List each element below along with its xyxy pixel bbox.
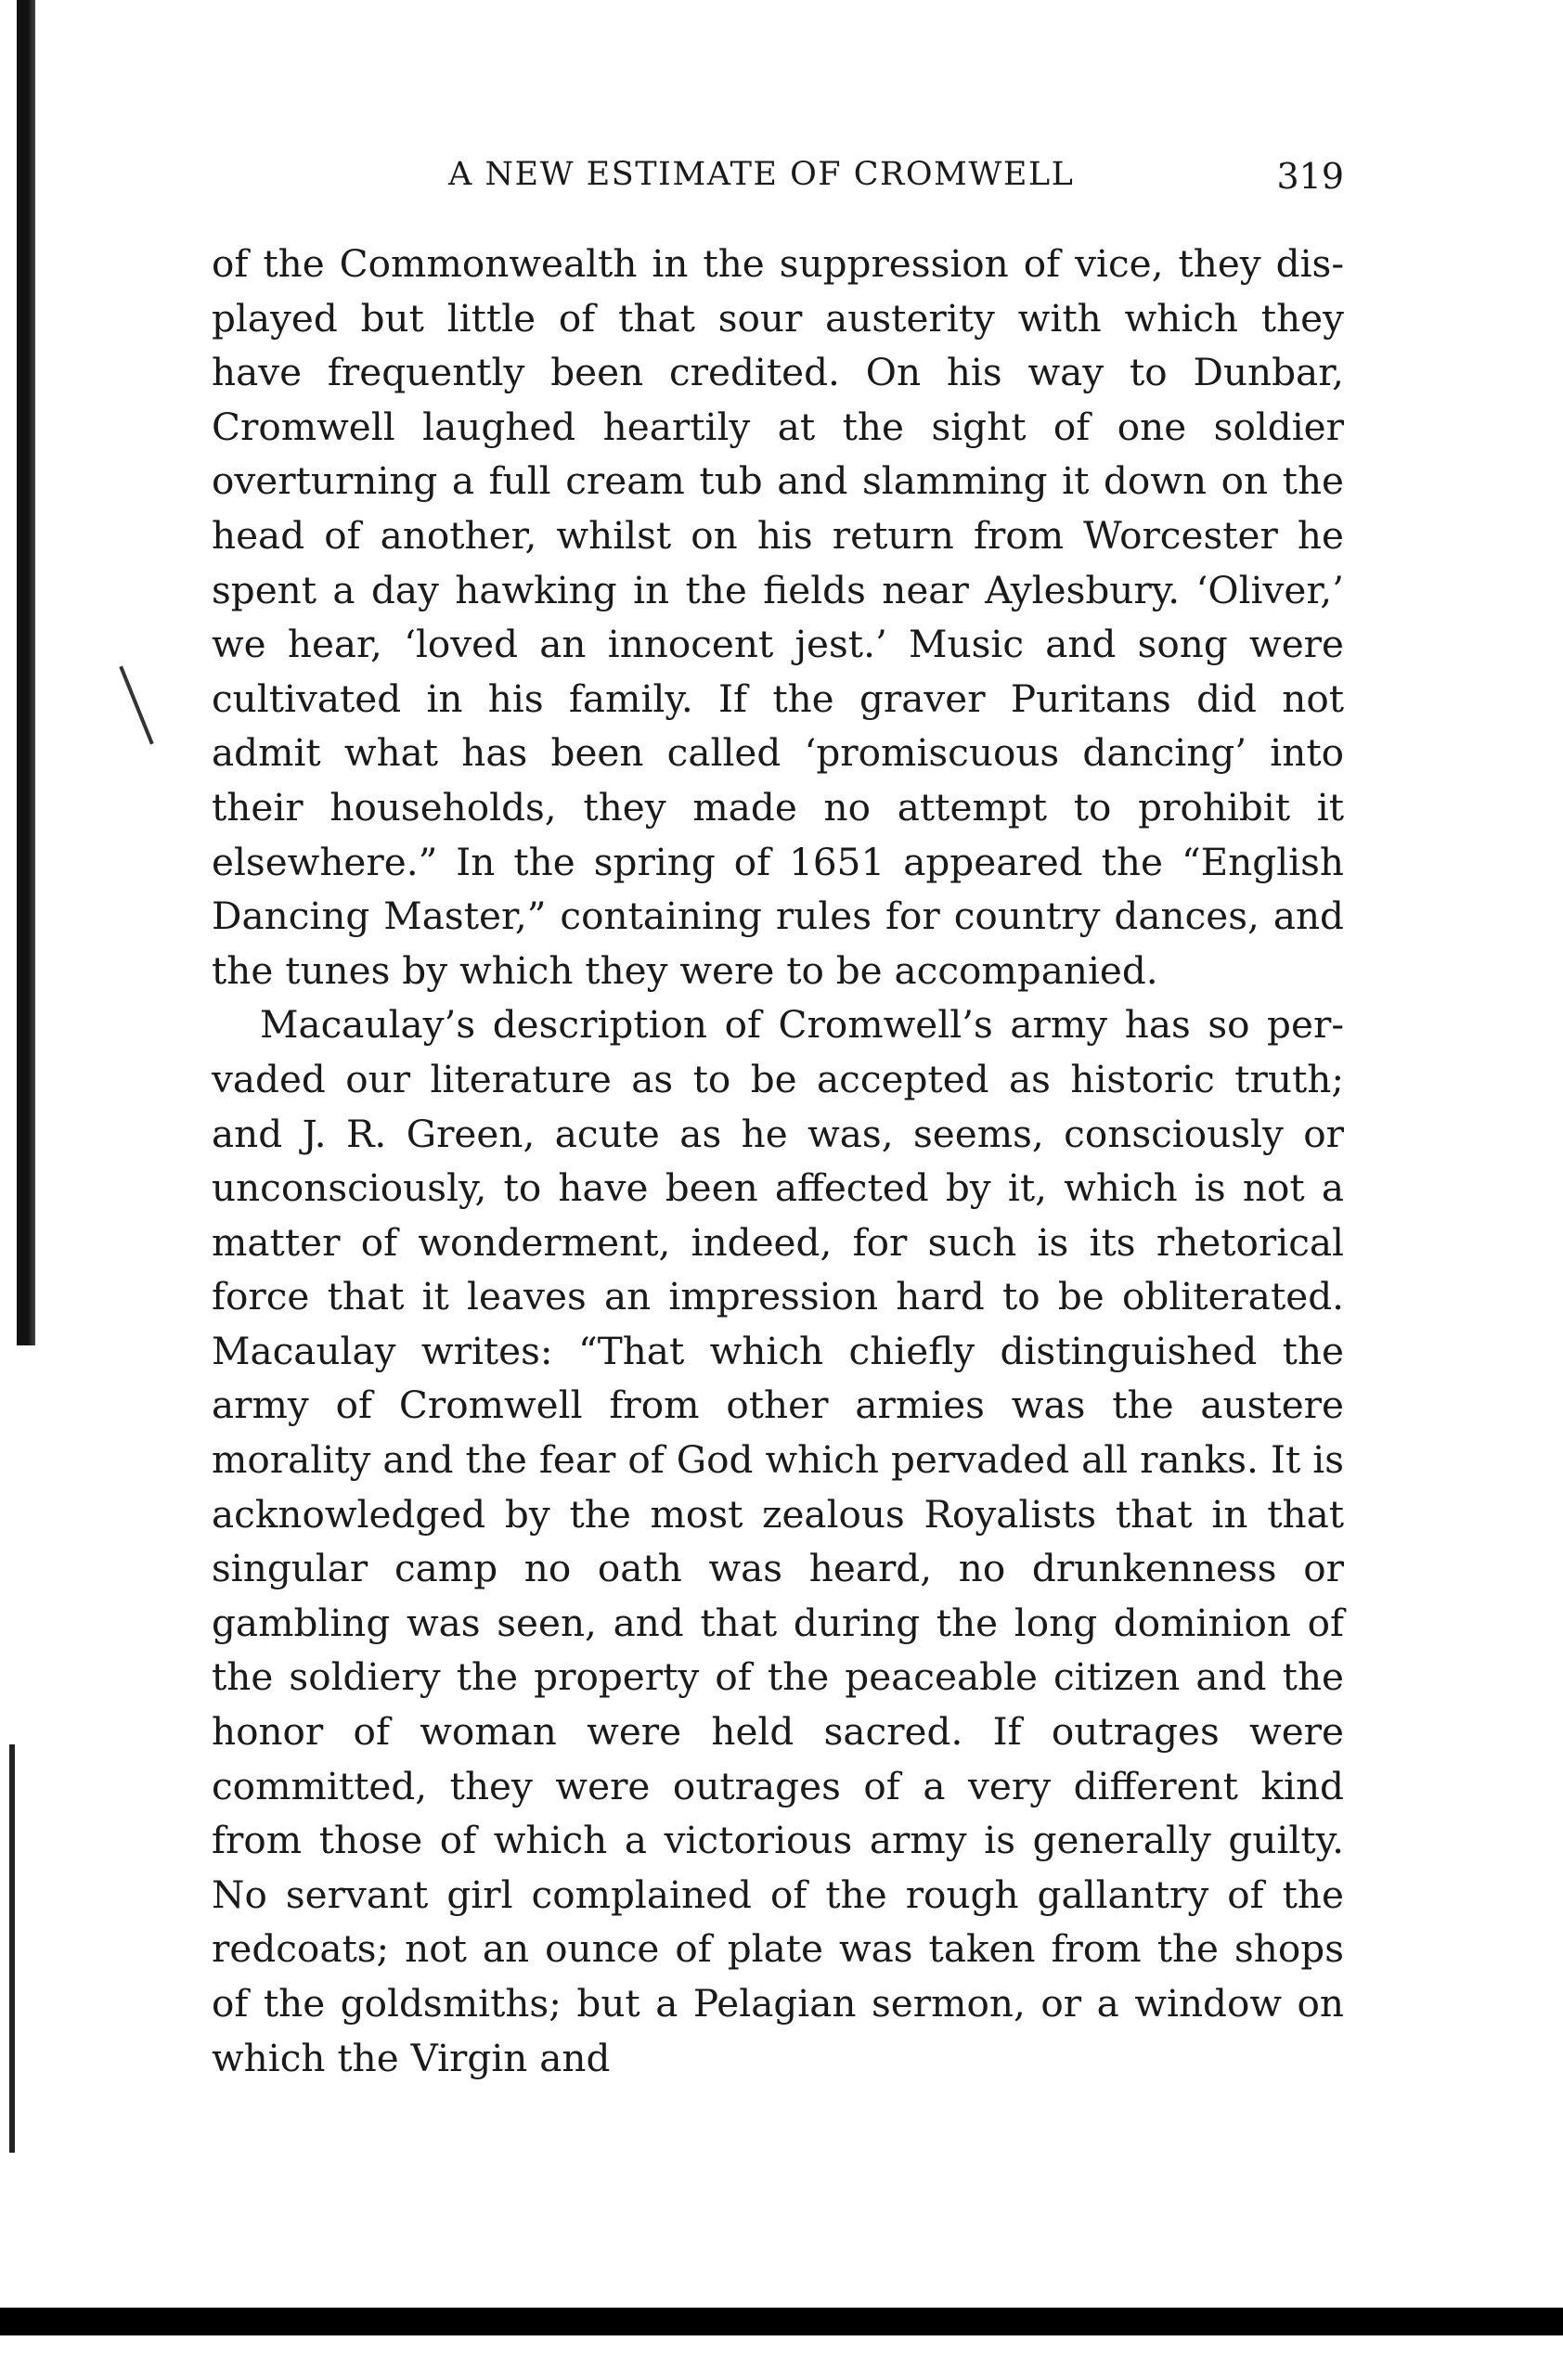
running-title: A NEW ESTIMATE OF CROMWELL [448,156,1075,193]
scan-bottom-edge [0,2308,1563,2335]
scan-binding-shadow [17,0,35,1345]
pencil-mark [119,666,153,745]
paragraph-macaulay: Macaulay’s description of Cromwell’s army has so pervaded our literature as to be accepted as historic truth; and J. R. Green, acute as he was, seems, consciously or unconsciously, to have been affected by it, which is not a matter of wonderment, indeed, for such is its rhetorical force that it leaves an impression hard to be obliterated. Macaulay writes: “That which chiefly distinguished the army of Cromwell from other armies was the austere morality and the fear of God which pervaded all ranks. It is acknowledged by the most zealous Royalists that in that singular camp no oath was heard, no drunkenness or gambling was seen, and that during the long dominion of the soldiery the property of the peaceable citizen and the honor of woman were held sacred. If outrages were committed, they were outrages of a very different kind from those of which a victorious army is generally guilty. No servant girl complained of the rough gallantry of the redcoats; not an ounce of plate was taken from the shops of the goldsmiths; but a Pelagian sermon, or a window on which the Virgin and [212,1002,1344,2080]
scan-binding-shadow-lower [9,1744,15,2153]
paragraph-continued: of the Commonwealth in the suppression of vice, they displayed but little of that sour austerity with which they have frequently been credited. On his way to Dunbar, Cromwell laughed heartily at the sight of one soldier overturning a full cream tub and slamming it down on the head of another, whilst on his return from Worcester he spent a day hawking in the fields near Aylesbury. ‘Oliver,’ we hear, ‘loved an innocent jest.’ Music and song were cultivated in his family. If the graver Puritans did not admit what has been called ‘promiscuous dancing’ into their households, they made no attempt to prohibit it elsewhere.” In the spring of 1651 appeared the “English Dancing Master,” containing rules for country dances, and the tunes by which they were to be accompanied. [212,241,1344,993]
page-body [212,237,1344,2085]
page-header [212,148,1344,204]
page-number: 319 [1276,156,1344,197]
